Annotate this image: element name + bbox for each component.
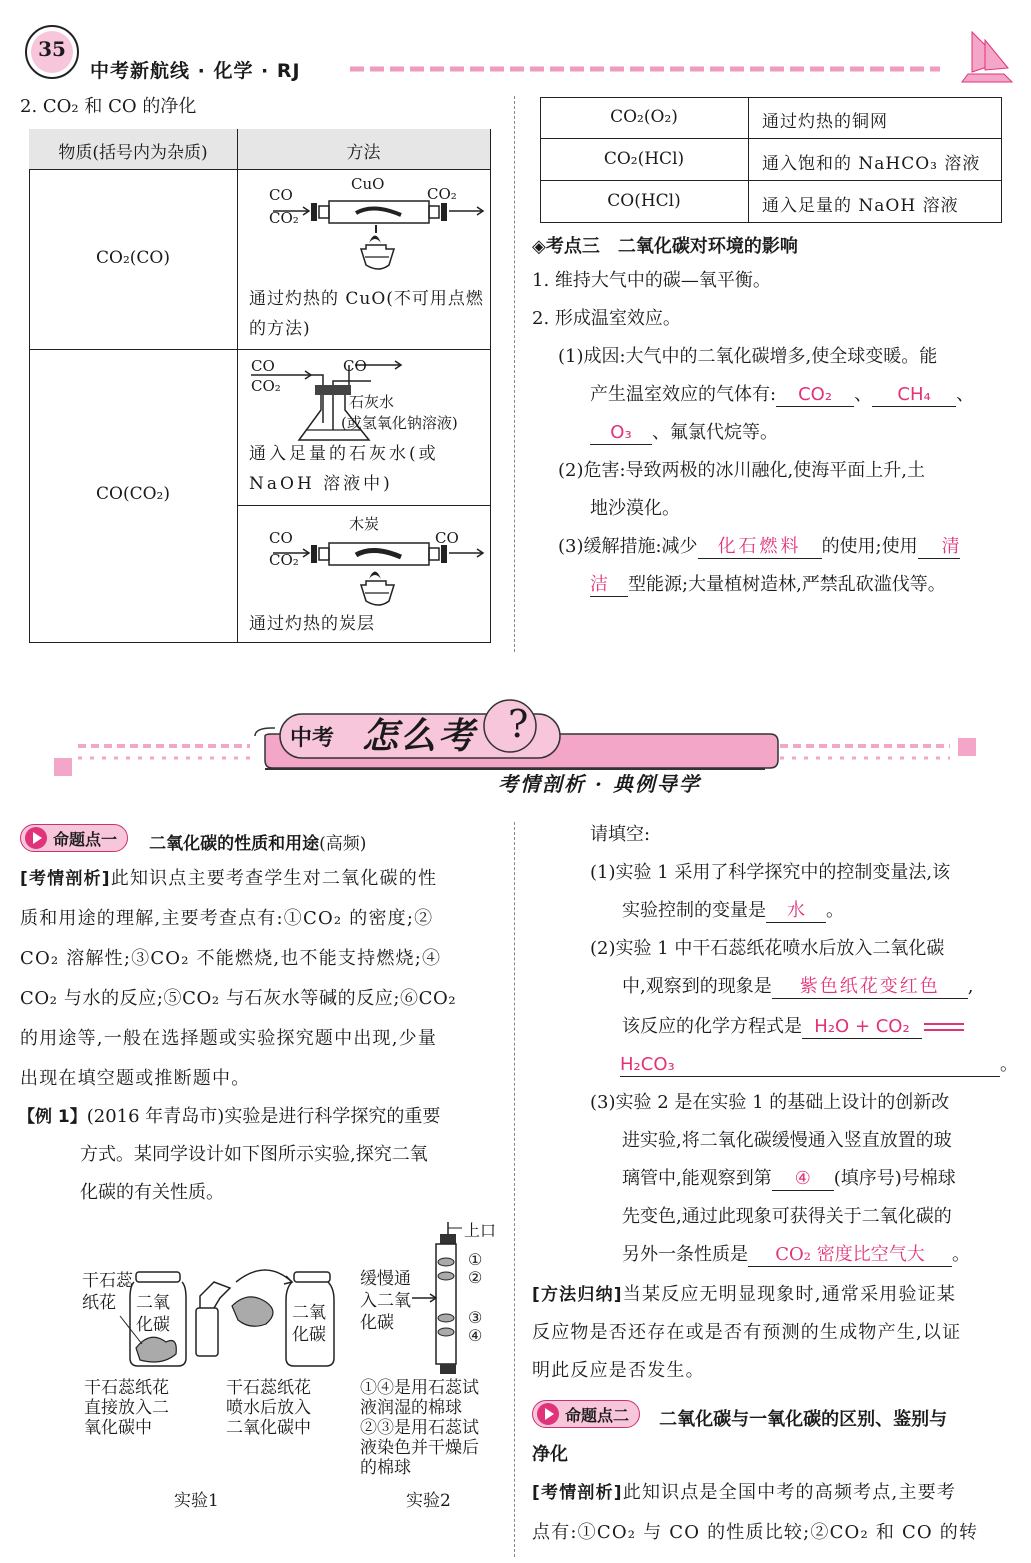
cap2-2: 二氧化碳中 (226, 1418, 311, 1438)
answer-o3: O₃ (590, 422, 652, 445)
kp3-item2: 2. 形成温室效应。 (532, 308, 681, 329)
q2-c-line (622, 1008, 964, 1046)
banner-question: ? (508, 702, 529, 746)
section-heading: 2. CO₂ 和 CO 的净化 (20, 96, 197, 117)
kp3-sub3-c-line (590, 566, 946, 604)
kp3-item1: 1. 维持大气中的碳—氧平衡。 (532, 270, 771, 291)
fig-slow-label (360, 1268, 411, 1334)
fill-in-prompt: 请填空: (590, 824, 651, 845)
play-icon (25, 827, 47, 849)
kp3-sub1-c: 、氟氯代烷等。 (652, 422, 778, 443)
q3-b: 进实验,将二氧化碳缓慢通入竖直放置的玻 (622, 1130, 952, 1151)
q3-d: (填序号)号棉球 (833, 1168, 956, 1189)
q3-f-line: 另外一条性质是 CO₂ 密度比空气大 。 (622, 1244, 970, 1265)
table2-row3-method: 通入足量的 NaOH 溶液 (762, 196, 959, 216)
topic1-row (20, 824, 366, 854)
fig-flower-label-0: 干石蕊 (82, 1271, 133, 1291)
q2-a: (2)实验 1 中干石蕊纸花喷水后放入二氧化碳 (590, 938, 945, 959)
q1-a: (1)实验 1 采用了科学探究中的控制变量法,该 (590, 862, 951, 883)
q3-c-line (622, 1160, 956, 1198)
row2a-method: 通入足量的石灰水(或NaOH 溶液中) (249, 444, 439, 494)
kp3-sub3-a: (3)缓解措施:减少 (558, 536, 698, 557)
fig2b-top: 木炭 (349, 515, 380, 533)
analysis2-line-0 (532, 1474, 956, 1512)
fig-caption-3 (360, 1378, 479, 1478)
cap3-3: 液染色并干燥后 (360, 1438, 479, 1458)
banner-main: 怎么考 (362, 715, 477, 757)
analysis2-line-1: 点有:①CO₂ 与 CO 的性质比较;②CO₂ 和 CO 的转 (532, 1522, 979, 1543)
ball-3: ③ (468, 1308, 483, 1327)
fig-slow-2: 化碳 (360, 1313, 394, 1333)
analysis2-label: [考情剖析] (532, 1483, 623, 1503)
answer-ball-4: ④ (772, 1168, 834, 1191)
analysis1-line-5: 出现在填空题或推断题中。 (20, 1068, 251, 1089)
fig-flower-label-1: 纸花 (82, 1293, 116, 1313)
analysis1-line-4: 的用途等,一般在选择题或实验探究题中出现,少量 (20, 1028, 438, 1049)
fig2a-out: CO (343, 357, 367, 375)
example1-text-0: (2016 年青岛市)实验是进行科学探究的重要 (86, 1106, 441, 1127)
row1-substance: CO₂(CO) (96, 248, 170, 268)
answer-water: 水 (766, 900, 826, 923)
kp3-sub1-b: 产生温室效应的气体有: (590, 384, 777, 405)
fig-jar1-label-0: 二氧 (136, 1293, 170, 1313)
fig-caption-2 (226, 1378, 311, 1438)
cap3-1: 液润湿的棉球 (360, 1398, 462, 1418)
experiment-figure (70, 1218, 510, 1518)
method-line-1: 反应物是否还存在或是否有预测的生成物产生,以证 (532, 1322, 962, 1343)
section-banner (50, 696, 980, 800)
topic2-title-b: 净化 (532, 1444, 568, 1465)
fig2b-in1: CO (269, 529, 293, 547)
answer-red-flower: 紫色纸花变红色 (772, 976, 968, 999)
play-icon (537, 1403, 559, 1425)
answer-clean-2: 洁 (590, 574, 628, 597)
equation-equals-icon (924, 1023, 964, 1031)
page-number: 35 (38, 37, 66, 61)
fig-jar2-label-0: 二氧 (292, 1303, 326, 1323)
answer-fossil-fuel: 化石燃料 (698, 536, 822, 559)
table-header-method: 方法 (346, 143, 381, 163)
fig-jar1-label-1: 化碳 (136, 1315, 170, 1335)
topic1-tag-label: 命题点一 (53, 829, 118, 849)
cap1-1: 直接放入二 (84, 1398, 169, 1418)
fig-slow-0: 缓慢通 (360, 1269, 411, 1289)
fig1-top: CuO (351, 175, 385, 193)
table2-row3-substance: CO(HCl) (607, 191, 681, 211)
example1-line-1: 方式。某同学设计如下图所示实验,探究二氧 (80, 1144, 428, 1165)
analysis1-text-0: 此知识点主要考查学生对二氧化碳的性 (110, 868, 438, 889)
topic2-tag-label: 命题点二 (565, 1405, 630, 1425)
analysis1-label: [考情剖析] (20, 869, 111, 889)
fig-flower-label (82, 1270, 133, 1314)
purification-table (29, 129, 491, 643)
ball-2: ② (468, 1268, 483, 1287)
topic2-row (532, 1400, 947, 1431)
method-text-0: 当某反应无明显现象时,通常采用验证某 (622, 1284, 957, 1305)
q3-f: 另外一条性质是 (622, 1244, 748, 1265)
kp3-sub3-b: 的使用;使用 (821, 536, 918, 557)
table2-row2-substance: CO₂(HCl) (603, 149, 685, 169)
answer-equation-left: H₂O + CO₂ (802, 1016, 922, 1039)
cap3-2: ②③是用石蕊试 (360, 1418, 479, 1438)
fig-slow-1: 入二氧 (360, 1291, 411, 1311)
q1-b: 实验控制的变量是 (622, 900, 766, 921)
row2b-method: 通过灼热的炭层 (249, 614, 375, 634)
topic2-tag (532, 1400, 640, 1428)
fig1-in2: CO₂ (269, 209, 299, 227)
fig2a-label1: 石灰水 (349, 393, 395, 411)
exp2-label: 实验2 (406, 1491, 451, 1511)
q2-b: 中,观察到的现象是 (622, 976, 772, 997)
q3-a: (3)实验 2 是在实验 1 的基础上设计的创新改 (590, 1092, 950, 1113)
kp3-sub3-c: 型能源;大量植树造林,严禁乱砍滥伐等。 (628, 574, 946, 595)
fig2a-in2: CO₂ (251, 377, 281, 395)
table-header-substance: 物质(括号内为杂质) (58, 143, 208, 163)
fig2b-out: CO (435, 529, 459, 547)
fig2b-in2: CO₂ (269, 551, 299, 569)
topic2-title-a: 二氧化碳与一氧化碳的区别、鉴别与 (659, 1409, 948, 1430)
kp3-title: ◈考点三 二氧化碳对环境的影响 (532, 236, 798, 257)
kp3-sub1-b-line: 产生温室效应的气体有: CO₂ 、 CH₄ 、 (590, 384, 975, 405)
kp3-sub2-a: (2)危害:导致两极的冰川融化,使海平面上升,土 (558, 460, 926, 481)
cap3-0: ①④是用石蕊试 (360, 1378, 479, 1398)
q1-b-line: 实验控制的变量是 水 。 (622, 900, 844, 921)
cap1-2: 氧化碳中 (84, 1418, 152, 1438)
exp1-label: 实验1 (174, 1491, 219, 1511)
row2-substance: CO(CO₂) (96, 484, 170, 504)
topic1-tag (20, 824, 128, 852)
kp3-sub3-line (558, 528, 960, 566)
answer-ch4: CH₄ (872, 384, 956, 407)
row1-method: 通过灼热的 CuO(不可用点燃的方法) (249, 289, 484, 339)
page-header (10, 22, 1020, 88)
analysis1-line-3: CO₂ 与水的反应;⑤CO₂ 与石灰水等碱的反应;⑥CO₂ (20, 988, 457, 1009)
method-line-0 (532, 1276, 956, 1314)
q2-c: 该反应的化学方程式是 (622, 1016, 802, 1037)
method-line-2: 明此反应是否发生。 (532, 1360, 705, 1381)
fig-jar1-label (136, 1292, 170, 1336)
topic1-title: 二氧化碳的性质和用途 (149, 834, 320, 854)
fig-tube-top: 上口 (464, 1221, 497, 1240)
q3-e: 先变色,通过此现象可获得关于二氧化碳的 (622, 1206, 952, 1227)
kp3-sub1-a: (1)成因:大气中的二氧化碳增多,使全球变暖。能 (558, 346, 938, 367)
table2-row1-method: 通过灼热的铜网 (762, 112, 888, 132)
topic1-frequency: (高频) (319, 834, 367, 854)
column-divider-bottom (514, 822, 515, 1557)
answer-equation-right: H₂CO₃ (620, 1054, 1000, 1077)
answer-co2: CO₂ (776, 384, 854, 407)
q2-b-line: 中,观察到的现象是 紫色纸花变红色 , (622, 976, 974, 997)
table2-row2-method: 通入饱和的 NaHCO₃ 溶液 (762, 154, 981, 174)
method-label: [方法归纳] (532, 1285, 623, 1305)
cap3-4: 的棉球 (360, 1458, 411, 1478)
fig1-in1: CO (269, 186, 293, 204)
example1-line-2: 化碳的有关性质。 (80, 1182, 224, 1203)
analysis1-line-2: CO₂ 溶解性;③CO₂ 不能燃烧,也不能支持燃烧;④ (20, 948, 442, 969)
fig1-out: CO₂ (427, 185, 457, 203)
cap1-0: 干石蕊纸花 (84, 1378, 169, 1398)
column-divider-top (514, 96, 515, 652)
fig-caption-1 (84, 1378, 169, 1438)
header-title: 中考新航线 · 化学 · RJ (90, 60, 301, 82)
cap2-0: 干石蕊纸花 (226, 1378, 311, 1398)
fig2a-in1: CO (251, 357, 275, 375)
table2-row1-substance: CO₂(O₂) (610, 107, 678, 127)
example1-line-0 (18, 1098, 440, 1136)
cap2-1: 喷水后放入 (226, 1398, 311, 1418)
analysis1-line-0 (20, 860, 437, 898)
fig-jar2-label-1: 化碳 (292, 1325, 326, 1345)
answer-density: CO₂ 密度比空气大 (748, 1244, 952, 1267)
kp3-sub1-c-line (590, 414, 778, 452)
ball-4: ④ (468, 1326, 483, 1345)
analysis1-line-1: 质和用途的理解,主要考查点有:①CO₂ 的密度;② (20, 908, 434, 929)
ball-1: ① (468, 1250, 483, 1269)
fig2a-label2: (或氢氧化钠溶液) (341, 414, 458, 432)
fig-jar2-label (292, 1302, 326, 1346)
banner-prefix: 中考 (290, 726, 335, 751)
banner-subtitle: 考情剖析 · 典例导学 (498, 772, 701, 796)
kp3-sub2-b: 地沙漠化。 (590, 498, 680, 519)
analysis2-text-0: 此知识点是全国中考的高频考点,主要考 (622, 1482, 957, 1503)
answer-clean-1: 清 (918, 536, 960, 559)
q2-d-line: H₂CO₃ 。 (620, 1054, 1018, 1075)
example1-label: 【例 1】 (18, 1107, 87, 1127)
q3-c: 璃管中,能观察到第 (622, 1168, 772, 1189)
